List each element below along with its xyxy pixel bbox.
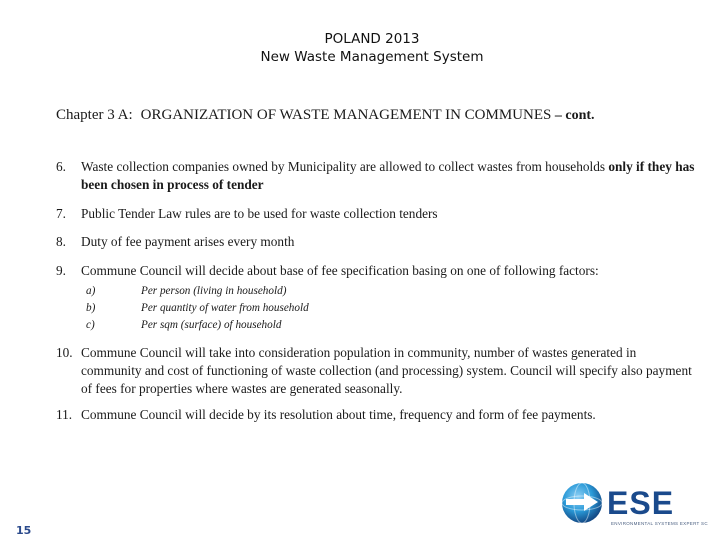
sublist-item-letter: a) (86, 285, 96, 297)
chapter-prefix: Chapter 3 A: (56, 107, 133, 123)
list-item-text: Commune Council will take into consideration population in community, number of wastes generated in community and cost of functioning of waste collection (and processing) system. Council will specify also payment of fees for properties where wastes are generated seasonally. (81, 345, 692, 396)
list-item (56, 406, 696, 424)
list-item-number: 7. (56, 206, 66, 221)
list-item (56, 158, 696, 194)
list-item-text-bold: only if they has been chosen in process of tender (81, 159, 695, 192)
list-item (56, 344, 696, 398)
sublist-item-text: Per quantity of water from household (141, 302, 309, 314)
list-item-text: Duty of fee payment arises every month (81, 234, 295, 249)
list-item-number: 11. (56, 407, 73, 422)
list-item-number: 10. (56, 345, 73, 360)
list-item-number: 9. (56, 263, 66, 278)
sublist-item-text: Per person (living in household) (141, 285, 287, 297)
chapter-suffix: – cont. (551, 108, 595, 123)
sublist-item-letter: c) (86, 319, 95, 331)
page-number: 15 (16, 524, 32, 537)
list-item-text-regular: Waste collection companies owned by Municipality are allowed to collect wastes from households (81, 159, 609, 174)
svg-text:ENVIRONMENTAL SYSTEMS EXPERT S: ENVIRONMENTAL SYSTEMS EXPERT SC (611, 521, 708, 526)
list-item (56, 205, 696, 223)
list-item (56, 233, 696, 251)
list-item-text: Public Tender Law rules are to be used for waste collection tenders (81, 206, 438, 221)
chapter-heading (56, 107, 595, 124)
chapter-title: ORGANIZATION OF WASTE MANAGEMENT IN COMMUNES (140, 107, 552, 123)
header-title: POLAND 2013 (324, 31, 420, 47)
list-item-text: Commune Council will decide about base of fee specification basing on one of following factors: (81, 263, 599, 278)
svg-text:ESE: ESE (607, 485, 675, 521)
header-subtitle: New Waste Management System (260, 49, 484, 65)
company-logo (560, 478, 710, 528)
list-item-number: 6. (56, 159, 66, 174)
list-item (56, 262, 696, 280)
list-item-number: 8. (56, 234, 66, 249)
list-item-text (81, 158, 696, 194)
globe-arrow-icon (560, 478, 710, 528)
sublist-item-text: Per sqm (surface) of household (141, 319, 282, 331)
slide-header (0, 30, 720, 66)
sublist-item-letter: b) (86, 302, 96, 314)
list-item-text: Commune Council will decide by its resolution about time, frequency and form of fee payments. (81, 407, 596, 422)
